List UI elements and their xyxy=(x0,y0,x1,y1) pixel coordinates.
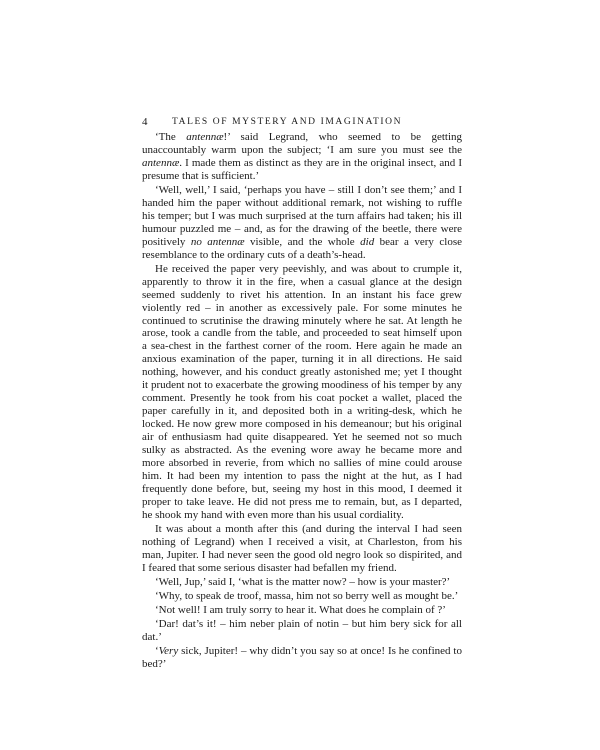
italic-text: antennæ xyxy=(142,156,180,169)
text-run: ‘Why, to speak de troof, massa, him not so berry well as mought be.’ xyxy=(155,589,459,602)
paragraph xyxy=(142,523,462,575)
paragraph xyxy=(142,590,462,603)
text-run: sick, Jupiter! – why didn’t you say so at once! Is he confined to bed?’ xyxy=(142,644,462,670)
page-number: 4 xyxy=(142,116,148,128)
italic-text: did xyxy=(360,235,375,248)
paragraph xyxy=(142,184,462,262)
text-run: ‘The xyxy=(155,131,187,143)
body-text xyxy=(142,131,462,672)
paragraph xyxy=(142,645,462,671)
running-title: TALES OF MYSTERY AND IMAGINATION xyxy=(172,117,403,127)
text-run: bear a very close resemblance to the ordinary cuts of a death’s-head. xyxy=(142,235,462,261)
italic-text: antennæ xyxy=(186,131,224,143)
page-header xyxy=(142,115,462,129)
paragraph xyxy=(142,604,462,617)
paragraph xyxy=(142,618,462,644)
italic-text: Very xyxy=(158,644,179,657)
paragraph xyxy=(142,263,462,522)
paragraph xyxy=(142,131,462,183)
paragraph xyxy=(142,576,462,589)
text-run: ‘ xyxy=(155,644,159,657)
text-run: visible, and the whole xyxy=(244,235,361,248)
italic-text: no antennæ xyxy=(190,235,245,248)
text-run: ‘Dar! dat’s it! – him neber plain of notin – but him bery sick for all dat.’ xyxy=(142,617,462,643)
text-run: ‘Not well! I am truly sorry to hear it. What does he complain of ?’ xyxy=(155,603,446,616)
text-run: ‘Well, Jup,’ said I, ‘what is the matter now? – how is your master?’ xyxy=(155,575,451,588)
text-run: ‘Well, well,’ I said, ‘perhaps you have – still I don’t see them;’ and I handed him the paper without additional remark, not wishing to ruffle his temper; but I was much surprised at the turn affairs had taken; his ill humour puzzled me – and, as for the drawing of the beetle, there were positively xyxy=(142,183,462,248)
text-run: !’ said Legrand, who seemed to be getting unaccountably warm upon the subject; ‘I am sure you must see the xyxy=(142,131,463,156)
text-run: He received the paper very peevishly, and was about to crumple it, apparently to throw it in the fire, when a casual glance at the design seemed suddenly to rivet his attention. In an instant his face grew violently red – in another as excessively pale. For some minutes he continued to scrutinise the drawing minutely where he sat. At length he arose, took a candle from the table, and proceeded to seat himself upon a sea-chest in the farthest corner of the room. Here again he made an anxious examination of the paper, turning it in all directions. He said nothing, however, and his conduct greatly astonished me; yet I thought it prudent not to exacerbate the growing moodiness of his temper by any comment. Presently he took from his coat pocket a wallet, placed the paper carefully in it, and deposited both in a writing-desk, which he locked. He now grew more composed in his demeanour; but his original air of enthusiasm had quite disappeared. Yet he seemed not so much sulky as abstracted. As the evening wore away he became more and more absorbed in reverie, from which no sallies of mine could arouse him. It had been my intention to pass the night at the hut, as I had frequently done before, but, seeing my host in this mood, I deemed it proper to take leave. He did not press me to remain, but, as I departed, he shook my hand with even more than his usual cordiality. xyxy=(142,262,462,521)
text-run: It was about a month after this (and during the interval I had seen nothing of Legrand) when I received a visit, at Charleston, from his man, Jupiter. I had never seen the good old negro look so dispirited, and I feared that some serious disaster had befallen my friend. xyxy=(142,522,462,574)
text-run: . I made them as distinct as they are in the original insect, and I presume that is sufficient.’ xyxy=(142,156,462,182)
